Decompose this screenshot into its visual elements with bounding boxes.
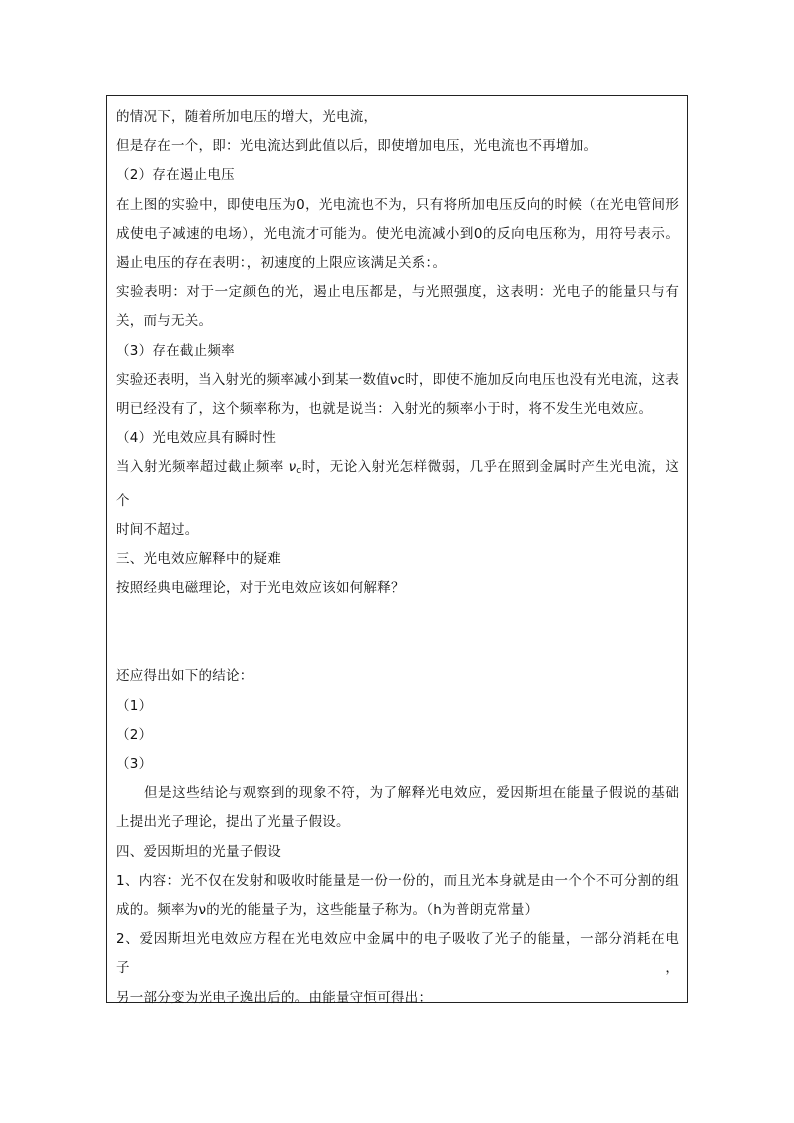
text-line: 2、爱因斯坦光电效应方程在光电效应中金属中的电子吸收了光子的能量，一部分消耗在电子，: [116, 931, 679, 977]
text-line: 关，而与无关。: [116, 313, 213, 330]
text-line: 遏止电压的存在表明：，初速度的上限应该满足关系：。: [116, 255, 447, 272]
nu-symbol: ν: [288, 459, 297, 476]
question-line: 按照经典电磁理论，对于光电效应该如何解释？: [116, 580, 405, 597]
text-line: 但是存在一个，即：光电流达到此值以后，即使增加电压，光电流也不再增加。: [116, 138, 598, 155]
text-line: 但是这些结论与观察到的现象不符，为了解释光电效应，爱因斯坦在能量子假说的基础: [144, 785, 679, 802]
subheading-cutoff-frequency: （3）存在截止频率: [116, 342, 235, 359]
text-fragment: 当入射光频率超过截止频率: [116, 459, 289, 476]
text-fragment: 时，无论入射光怎样微弱，几乎在照到金属时产生光电流，这个: [116, 459, 679, 509]
section-heading-light-quantum: 四、爱因斯坦的光量子假设: [116, 843, 281, 860]
text-line: 的情况下，随着所加电压的增大，光电流，: [116, 109, 378, 125]
text-line: 实验还表明，当入射光的频率减小到某一数值νc时，即使不施加反向电压也没有光电流，这表: [116, 371, 679, 388]
text-line: 另一部分变为光电子逸出后的。由能量守恒可得出：: [116, 989, 433, 1006]
text-line: 成使电子减速的电场），光电流才可能为。使光电流减小到0的反向电压称为，用符号表示。: [116, 225, 679, 242]
subheading-instantaneity: （4）光电效应具有瞬时性: [116, 430, 277, 447]
section-heading-difficulties: 三、光电效应解释中的疑难: [116, 551, 281, 568]
text-line: 1、内容：光不仅在发射和吸收时能量是一份一份的，而且光本身就是由一个个不可分割的组: [116, 872, 679, 889]
list-item: （1）: [116, 697, 153, 714]
list-item: （3）: [116, 756, 153, 773]
text-line: 时间不超过。: [116, 521, 199, 538]
text-line: 在上图的实验中，即使电压为0，光电流也不为，只有将所加电压反向的时候（在光电管间形: [116, 196, 679, 213]
text-line: [116, 453, 679, 515]
text-line: 实验表明：对于一定颜色的光，遏止电压都是，与光照强度，这表明：光电子的能量只与有: [116, 284, 679, 301]
subheading-stopping-voltage: （2）存在遏止电压: [116, 167, 235, 184]
text-line: 上提出光子理论，提出了光量子假设。: [116, 814, 350, 831]
text-line: 还应得出如下的结论：: [116, 668, 254, 685]
text-line: 明已经没有了，这个频率称为，也就是说当：入射光的频率小于时，将不发生光电效应。: [116, 401, 653, 418]
content-table-cell: [106, 95, 688, 1006]
list-item: （2）: [116, 726, 153, 743]
text-line: 成的。频率为ν的光的能量子为，这些能量子称为。（h为普朗克常量）: [116, 902, 539, 919]
answer-blank-space: [116, 603, 679, 662]
subscript-c: c: [296, 466, 302, 477]
